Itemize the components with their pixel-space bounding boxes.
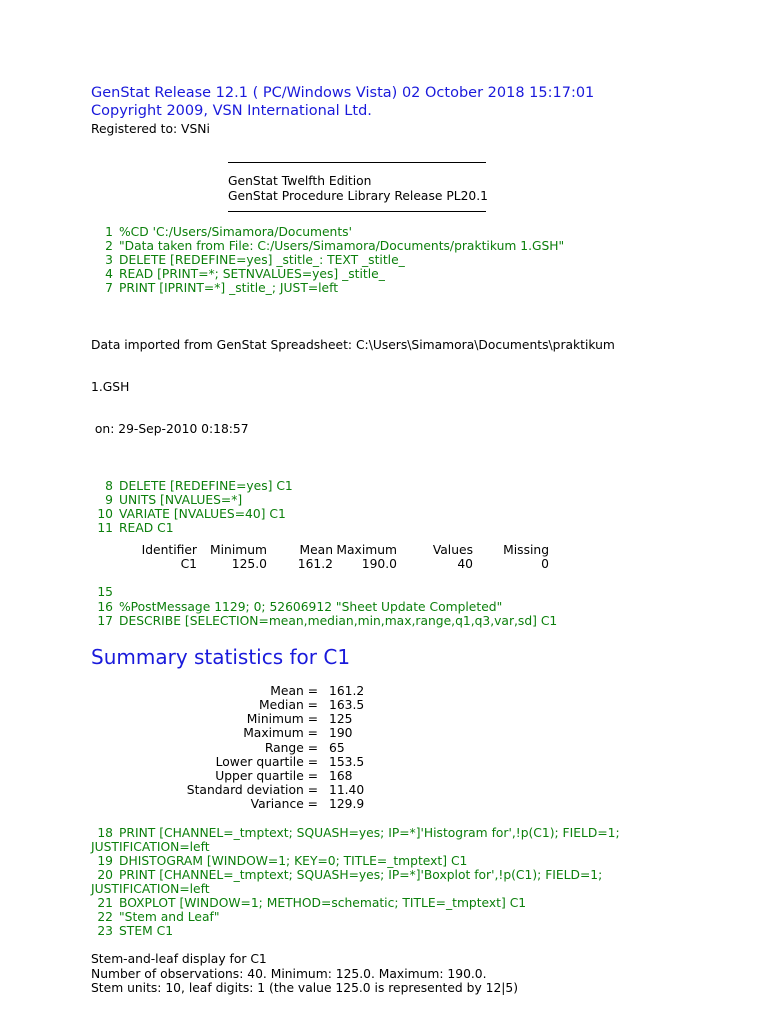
stat-value: 168 [329, 768, 353, 783]
command-line [91, 868, 751, 882]
command-text: PRINT [IPRINT=*] _stitle_; JUST=left [119, 281, 339, 296]
command-number: 16 [97, 599, 113, 614]
command-text: DELETE [REDEFINE=yes] _stitle_: TEXT _stitle_ [119, 253, 405, 268]
command-line [91, 507, 751, 521]
describe-header-cell: Missing [503, 542, 549, 557]
import-line-1: Data imported from GenStat Spreadsheet: C:\Users\Simamora\Documents\praktikum [91, 337, 615, 352]
command-line [91, 600, 751, 614]
command-text: READ C1 [119, 520, 174, 535]
stat-value: 125 [329, 712, 353, 727]
command-line [91, 267, 751, 281]
command-line [91, 521, 751, 535]
command-wrap-line: JUSTIFICATION=left [91, 839, 210, 854]
stat-row [91, 684, 751, 698]
stat-value: 11.40 [329, 783, 365, 798]
command-block-4 [91, 826, 751, 939]
command-text: DELETE [REDEFINE=yes] C1 [119, 478, 293, 493]
command-number: 2 [105, 239, 113, 254]
command-block-1 [91, 225, 751, 295]
stem-leaf-observations: Number of observations: 40. Minimum: 125.0. Maximum: 190.0. [91, 966, 487, 981]
command-line [91, 854, 751, 868]
command-line [91, 479, 751, 493]
command-line [91, 910, 751, 924]
command-number: 17 [97, 613, 113, 628]
command-text: "Stem and Leaf" [119, 910, 220, 925]
describe-cell: C1 [180, 557, 197, 572]
stat-value: 163.5 [329, 697, 365, 712]
command-line [91, 896, 751, 910]
stat-row [91, 712, 751, 726]
stat-row [91, 783, 751, 797]
command-text: STEM C1 [119, 924, 174, 939]
stat-label: Mean = [270, 683, 318, 698]
library-line: GenStat Procedure Library Release PL20.1 [228, 188, 488, 203]
stat-label: Upper quartile = [215, 768, 318, 783]
command-number: 4 [105, 267, 113, 282]
registered-line: Registered to: VSNi [91, 122, 210, 136]
command-number: 1 [105, 225, 113, 239]
stat-label: Range = [264, 740, 318, 755]
command-number: 23 [97, 924, 113, 939]
describe-cell: 190.0 [361, 557, 397, 572]
stat-value: 153.5 [329, 754, 365, 769]
describe-data-row [131, 557, 549, 571]
describe-header-row [131, 543, 549, 557]
describe-header-cell: Minimum [210, 542, 267, 557]
command-text: DESCRIBE [SELECTION=mean,median,min,max,range,q1,q3,var,sd] C1 [119, 613, 558, 628]
summary-stats [91, 684, 751, 812]
command-number: 10 [97, 506, 113, 521]
command-line [91, 281, 751, 295]
describe-header-cell: Maximum [336, 542, 397, 557]
stat-label: Maximum = [243, 726, 318, 741]
describe-header-cell: Values [432, 542, 473, 557]
command-text: %CD 'C:/Users/Simamora/Documents' [119, 225, 352, 239]
command-number: 18 [97, 825, 113, 840]
command-text: PRINT [CHANNEL=_tmptext; SQUASH=yes; IP=*]'Histogram for',!p(C1); FIELD=1; [119, 825, 620, 840]
stat-row [91, 698, 751, 712]
stat-value: 129.9 [329, 797, 365, 812]
command-block-3 [91, 585, 751, 627]
describe-cell: 125.0 [231, 557, 267, 572]
stat-row [91, 769, 751, 783]
command-text: UNITS [NVALUES=*] [119, 492, 243, 507]
command-line [91, 493, 751, 507]
stat-label: Lower quartile = [215, 754, 318, 769]
command-number: 8 [105, 478, 113, 493]
command-text: BOXPLOT [WINDOW=1; METHOD=schematic; TITLE=_tmptext] C1 [119, 896, 527, 911]
command-line [91, 585, 751, 599]
command-line [91, 826, 751, 840]
stem-leaf-units: Stem units: 10, leaf digits: 1 (the value 125.0 is represented by 12|5) [91, 980, 519, 995]
stem-leaf-title: Stem-and-leaf display for C1 [91, 952, 267, 967]
genstat-output-page [91, 84, 751, 995]
stat-label: Standard deviation = [186, 783, 318, 798]
command-line [91, 253, 751, 267]
stat-row [91, 755, 751, 769]
command-number: 11 [97, 520, 113, 535]
command-number: 19 [97, 853, 113, 868]
describe-cell: 0 [541, 557, 549, 572]
command-text: %PostMessage 1129; 0; 52606912 "Sheet Update Completed" [119, 599, 503, 614]
describe-cell: 40 [457, 557, 473, 572]
command-text: DHISTOGRAM [WINDOW=1; KEY=0; TITLE=_tmptext] C1 [119, 853, 468, 868]
describe-header-cell: Mean [299, 542, 333, 557]
command-line [91, 239, 751, 253]
header-rule-top [228, 162, 486, 163]
import-date-line: on: 29-Sep-2010 0:18:57 [91, 422, 249, 437]
stem-leaf-output [91, 952, 751, 995]
edition-line: GenStat Twelfth Edition [228, 174, 372, 188]
describe-table [131, 543, 549, 572]
header-rule-bottom [228, 211, 486, 212]
command-number: 15 [97, 585, 113, 600]
command-text: READ [PRINT=*; SETNVALUES=yes] _stitle_ [119, 267, 385, 282]
stat-row [91, 797, 751, 811]
stat-label: Median = [259, 697, 318, 712]
command-block-2 [91, 479, 751, 535]
copyright-line: Copyright 2009, VSN International Ltd. [91, 103, 372, 119]
stat-value: 161.2 [329, 683, 365, 698]
command-text: "Data taken from File: C:/Users/Simamora/Documents/praktikum 1.GSH" [119, 239, 565, 254]
stat-value: 190 [329, 726, 353, 741]
import-line-2: 1.GSH [91, 379, 130, 394]
command-number: 9 [105, 492, 113, 507]
command-number: 22 [97, 910, 113, 925]
command-line [91, 614, 751, 628]
command-wrap-line: JUSTIFICATION=left [91, 881, 210, 896]
stat-value: 65 [329, 740, 345, 755]
command-number: 20 [97, 867, 113, 882]
release-line: GenStat Release 12.1 ( PC/Windows Vista) 02 October 2018 15:17:01 [91, 85, 595, 101]
summary-title: Summary statistics for C1 [91, 644, 351, 669]
command-text: VARIATE [NVALUES=40] C1 [119, 506, 286, 521]
describe-header-cell: Identifier [141, 542, 197, 557]
stat-label: Minimum = [246, 712, 318, 727]
command-line [91, 225, 751, 239]
command-number: 21 [97, 896, 113, 911]
stat-row [91, 741, 751, 755]
command-number: 7 [105, 281, 113, 296]
stat-label: Variance = [250, 797, 318, 812]
import-notice [91, 309, 751, 464]
describe-cell: 161.2 [297, 557, 333, 572]
command-number: 3 [105, 253, 113, 268]
stat-row [91, 726, 751, 740]
command-text: PRINT [CHANNEL=_tmptext; SQUASH=yes; IP=*]'Boxplot for',!p(C1); FIELD=1; [119, 867, 603, 882]
command-line [91, 924, 751, 938]
